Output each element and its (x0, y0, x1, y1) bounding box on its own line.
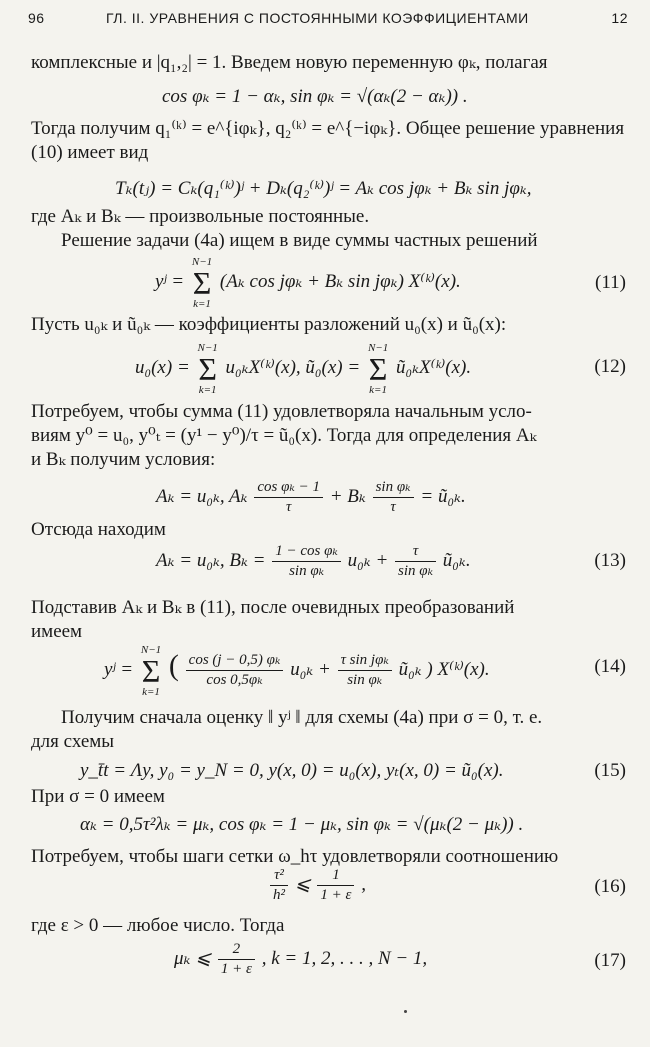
sigma-icon: Σ (141, 652, 161, 689)
fraction (270, 866, 288, 905)
denominator: τ (285, 499, 292, 516)
formula-14 (104, 636, 490, 700)
section-number: 12 (611, 10, 628, 26)
eq-part: ⩽ (294, 874, 311, 895)
denominator: τ (390, 499, 396, 516)
text-line: виям y⁰ = u₀, y⁰ₜ = (y¹ − y⁰)/τ = ũ₀(x). Тогда для определения Aₖ (31, 425, 537, 446)
formula-11 (155, 254, 461, 310)
numerator: τ² (270, 866, 288, 886)
formula-12 (135, 340, 471, 396)
sum-lower: k=1 (198, 383, 217, 396)
sigma-icon: Σ (368, 350, 388, 387)
formula-17 (174, 936, 427, 982)
text-line: Подставив Aₖ и Bₖ в (11), после очевидных преобразований (31, 597, 515, 618)
text-line: Тогда получим q₁⁽ᵏ⁾ = e^{iφₖ}, q₂⁽ᵏ⁾ = e^{−iφₖ}. Общее решение уравнения (31, 118, 625, 139)
numerator: 1 − cos φₖ (272, 542, 341, 562)
sum-upper: N−1 (367, 341, 389, 354)
eq12-a: u₀(x) = (135, 357, 190, 378)
denominator: sin φₖ (347, 672, 383, 689)
sum-sign (192, 256, 212, 310)
numerator: cos φₖ − 1 (254, 478, 323, 498)
sum-lower: k=1 (193, 297, 211, 310)
sum-upper: N−1 (197, 341, 218, 354)
fraction (254, 478, 323, 517)
text-line: Пусть u₀ₖ и ũ₀ₖ — коэффициенты разложений u₀(x) и ũ₀(x): (31, 314, 507, 335)
fraction (317, 866, 354, 905)
numerator: cos (j − 0,5) φₖ (186, 651, 284, 671)
text-line: для схемы (31, 731, 115, 752)
fraction (395, 542, 436, 581)
sum-lower: k=1 (369, 383, 387, 396)
sum-sign (141, 644, 161, 698)
formula-cos-sin: cos φₖ = 1 − αₖ, sin φₖ = √(αₖ(2 − αₖ)) . (162, 86, 468, 107)
eq14-lhs: yʲ = (104, 659, 134, 680)
equation-number: (12) (594, 356, 626, 377)
text-line: Решение задачи (4а) ищем в виде суммы частных решений (61, 230, 538, 251)
numerator: τ (395, 542, 436, 562)
numerator: 1 (317, 866, 354, 886)
formula-13 (156, 538, 471, 584)
eq12-c: ũ₀ₖX⁽ᵏ⁾(x). (395, 357, 472, 378)
numerator: τ sin jφₖ (338, 651, 392, 671)
equation-number: (15) (594, 760, 626, 781)
sigma-icon: Σ (198, 350, 217, 387)
fraction (272, 542, 341, 581)
eq-part: u₀ₖ + (290, 659, 331, 680)
fraction (218, 940, 255, 979)
eq-part: , (361, 874, 366, 895)
eq12-b: u₀ₖX⁽ᵏ⁾(x), ũ₀(x) = (225, 357, 361, 378)
eq-part: μₖ ⩽ (174, 948, 212, 969)
sigma-icon: Σ (192, 264, 212, 301)
eq-part: Aₖ = u₀ₖ, Aₖ (156, 486, 248, 507)
chapter-title: ГЛ. II. УРАВНЕНИЯ С ПОСТОЯННЫМИ КОЭФФИЦИЕНТАМИ (106, 10, 529, 26)
paren-icon: ( (168, 649, 179, 682)
text-line: имеем (31, 621, 83, 642)
eq-part: ũ₀ₖ ) X⁽ᵏ⁾(x). (398, 659, 490, 680)
sum-upper: N−1 (191, 255, 213, 268)
eq-part: = ũ₀ₖ. (420, 486, 466, 507)
denominator: h² (273, 887, 285, 904)
sum-sign (368, 342, 388, 396)
fraction (338, 651, 392, 690)
text-line: Отсюда находим (31, 519, 166, 540)
text-line: При σ = 0 имеем (31, 786, 165, 807)
formula-conditions (156, 474, 466, 520)
eq-part: + Bₖ (329, 486, 366, 507)
formula-general-solution: Tₖ(tⱼ) = Cₖ(q₁⁽ᵏ⁾)ʲ + Dₖ(q₂⁽ᵏ⁾)ʲ = Aₖ cos jφₖ + Bₖ sin jφₖ, (115, 178, 532, 199)
text-line: Потребуем, чтобы сумма (11) удовлетворяла начальным усло- (31, 401, 532, 422)
text-line: и Bₖ получим условия: (31, 449, 216, 470)
formula-15: y_t̄t = Λy, y₀ = y_N = 0, y(x, 0) = u₀(x), yₜ(x, 0) = ũ₀(x). (80, 760, 504, 781)
fraction (186, 651, 284, 690)
formula-16 (268, 862, 366, 908)
fraction (373, 478, 414, 517)
denominator: sin φₖ (398, 563, 434, 580)
equation-number: (17) (594, 950, 626, 971)
text-line: Потребуем, чтобы шаги сетки ω_hτ удовлетворяли соотношению (31, 846, 559, 867)
page-number: 96 (28, 10, 45, 26)
equation-number: (11) (595, 272, 626, 293)
eq-part: Aₖ = u₀ₖ, Bₖ = (156, 550, 266, 571)
print-speck (404, 1010, 407, 1013)
eq11-rhs: (Aₖ cos jφₖ + Bₖ sin jφₖ) X⁽ᵏ⁾(x). (219, 271, 461, 292)
denominator: 1 + ε (220, 961, 252, 978)
formula-alpha: αₖ = 0,5τ²λₖ = μₖ, cos φₖ = 1 − μₖ, sin φₖ = √(μₖ(2 − μₖ)) . (80, 814, 524, 835)
running-header (28, 10, 628, 34)
denominator: sin φₖ (289, 563, 325, 580)
sum-lower: k=1 (142, 685, 160, 698)
sum-sign (198, 342, 218, 396)
denominator: cos 0,5φₖ (206, 672, 263, 689)
eq11-lhs: yʲ = (155, 271, 185, 292)
numerator: sin φₖ (373, 478, 414, 498)
eq-part: ũ₀ₖ. (442, 550, 471, 571)
sum-upper: N−1 (140, 643, 162, 656)
text-line: где ε > 0 — любое число. Тогда (31, 915, 285, 936)
equation-number: (14) (594, 656, 626, 677)
denominator: 1 + ε (320, 887, 352, 904)
text-line: где Aₖ и Bₖ — произвольные постоянные. (31, 206, 370, 227)
text-line: Получим сначала оценку ‖ yʲ ‖ для схемы (4а) при σ = 0, т. е. (61, 707, 543, 728)
eq-part: , k = 1, 2, . . . , N − 1, (261, 948, 428, 969)
text-line: (10) имеет вид (31, 142, 149, 163)
equation-number: (13) (594, 550, 626, 571)
equation-number: (16) (594, 876, 626, 897)
text-line: комплексные и |q₁,₂| = 1. Введем новую переменную φₖ, полагая (31, 52, 548, 73)
numerator: 2 (218, 940, 255, 960)
eq-part: u₀ₖ + (347, 550, 389, 571)
